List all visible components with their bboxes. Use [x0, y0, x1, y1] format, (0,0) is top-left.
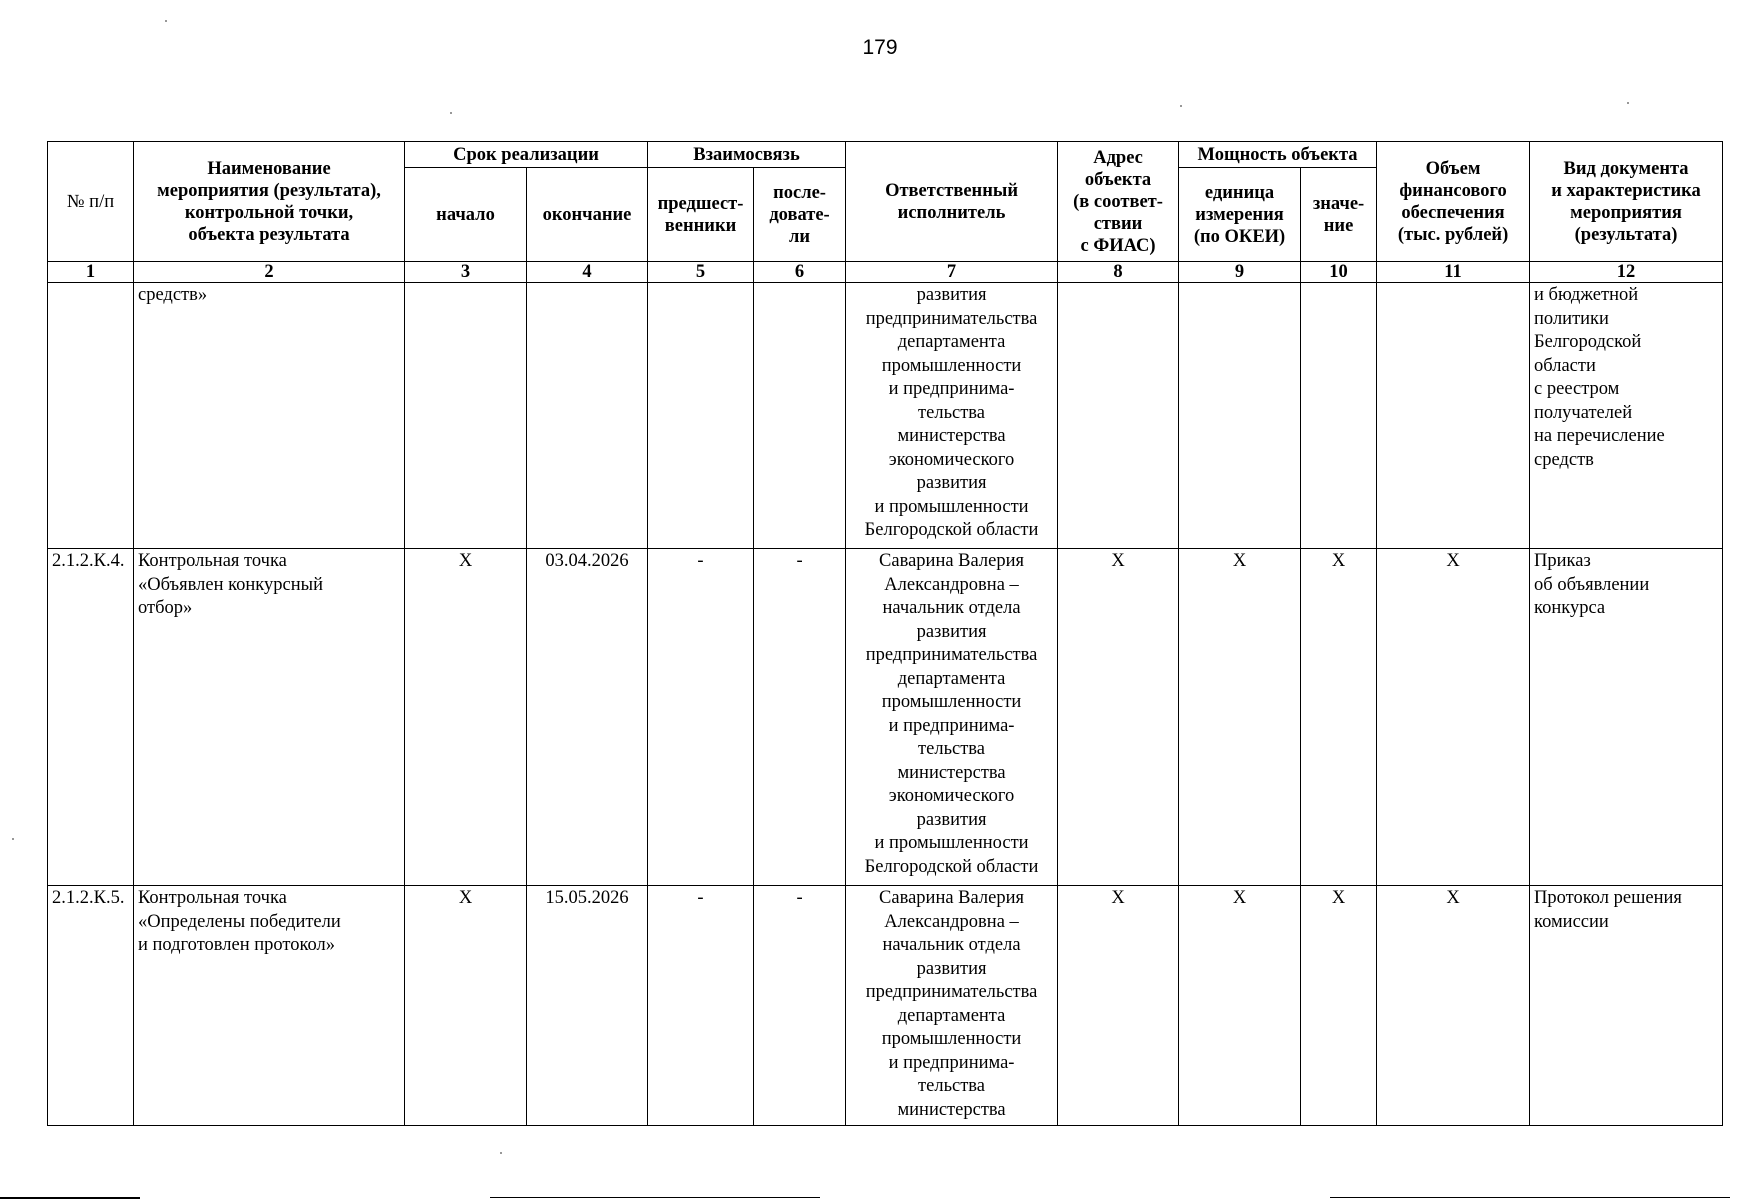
- cell-address: Х: [1058, 886, 1179, 1126]
- header-responsible: Ответственный исполнитель: [846, 142, 1058, 262]
- colnum: 4: [527, 262, 648, 283]
- cell-value: [1301, 283, 1377, 549]
- colnum: 9: [1179, 262, 1301, 283]
- header-link-group: Взаимосвязь: [648, 142, 846, 168]
- header-capacity-unit: единица измерения (по ОКЕИ): [1179, 168, 1301, 262]
- plan-table: [47, 141, 1723, 1126]
- cell-end: 03.04.2026: [527, 549, 648, 886]
- header-capacity-value: значе- ние: [1301, 168, 1377, 262]
- cell-value: Х: [1301, 886, 1377, 1126]
- cell-prev: [648, 283, 754, 549]
- header-term-group: Срок реализации: [405, 142, 648, 168]
- cell-name: средств»: [134, 283, 405, 549]
- scan-speck: [500, 1152, 502, 1154]
- scan-edge-line: [1330, 1197, 1730, 1198]
- scan-speck: [1180, 105, 1182, 107]
- colnum: 12: [1530, 262, 1723, 283]
- table-body: [48, 283, 1723, 1126]
- table-header: [48, 142, 1723, 283]
- header-term-end: окончание: [527, 168, 648, 262]
- header-address: Адрес объекта (в соответ- ствии с ФИАС): [1058, 142, 1179, 262]
- colnum: 2: [134, 262, 405, 283]
- cell-next: -: [754, 886, 846, 1126]
- header-link-prev: предшест- венники: [648, 168, 754, 262]
- cell-end: 15.05.2026: [527, 886, 648, 1126]
- cell-address: Х: [1058, 549, 1179, 886]
- colnum: 6: [754, 262, 846, 283]
- header-finance: Объем финансового обеспечения (тыс. рублей): [1377, 142, 1530, 262]
- colnum: 7: [846, 262, 1058, 283]
- colnum: 5: [648, 262, 754, 283]
- cell-finance: Х: [1377, 886, 1530, 1126]
- colnum: 10: [1301, 262, 1377, 283]
- scan-edge-line: [490, 1197, 820, 1198]
- cell-finance: [1377, 283, 1530, 549]
- cell-value: Х: [1301, 549, 1377, 886]
- cell-num: 2.1.2.К.5.: [48, 886, 134, 1126]
- cell-end: [527, 283, 648, 549]
- header-link-next: после- довате- ли: [754, 168, 846, 262]
- cell-start: [405, 283, 527, 549]
- cell-num: 2.1.2.К.4.: [48, 549, 134, 886]
- header-capacity-group: Мощность объекта: [1179, 142, 1377, 168]
- cell-unit: [1179, 283, 1301, 549]
- cell-responsible: развития предпринимательства департамента промышленности и предпринима- тельства министерства экономического развития и промышленности Белгородской области: [846, 283, 1058, 549]
- cell-doc: Приказ об объявлении конкурса: [1530, 549, 1723, 886]
- page-number: 179: [862, 36, 898, 59]
- cell-prev: -: [648, 549, 754, 886]
- cell-doc: и бюджетной политики Белгородской области с реестром получателей на перечисление средств: [1530, 283, 1723, 549]
- cell-responsible: Саварина Валерия Александровна – начальник отдела развития предпринимательства департамента промышленности и предпринима- тельства министерства: [846, 886, 1058, 1126]
- colnum: 8: [1058, 262, 1179, 283]
- cell-unit: Х: [1179, 886, 1301, 1126]
- table-row: [48, 886, 1723, 1126]
- column-numbers-row: [48, 262, 1723, 283]
- header-doc: Вид документа и характеристика мероприятия (результата): [1530, 142, 1723, 262]
- cell-next: [754, 283, 846, 549]
- header-term-start: начало: [405, 168, 527, 262]
- colnum: 3: [405, 262, 527, 283]
- cell-doc: Протокол решения комиссии: [1530, 886, 1723, 1126]
- cell-finance: Х: [1377, 549, 1530, 886]
- scan-speck: [12, 838, 14, 840]
- table-row: [48, 283, 1723, 549]
- scan-speck: [165, 20, 167, 22]
- cell-name: Контрольная точка «Объявлен конкурсный отбор»: [134, 549, 405, 886]
- cell-prev: -: [648, 886, 754, 1126]
- cell-start: Х: [405, 886, 527, 1126]
- cell-unit: Х: [1179, 549, 1301, 886]
- cell-address: [1058, 283, 1179, 549]
- scan-speck: [450, 112, 452, 114]
- cell-next: -: [754, 549, 846, 886]
- cell-name: Контрольная точка «Определены победители и подготовлен протокол»: [134, 886, 405, 1126]
- cell-responsible: Саварина Валерия Александровна – начальник отдела развития предпринимательства департамента промышленности и предпринима- тельства министерства экономического развития и промышленности Белгородской области: [846, 549, 1058, 886]
- cell-num: [48, 283, 134, 549]
- cell-start: Х: [405, 549, 527, 886]
- header-name: Наименование мероприятия (результата), контрольной точки, объекта результата: [134, 142, 405, 262]
- scan-edge-line: [0, 1197, 140, 1199]
- colnum: 11: [1377, 262, 1530, 283]
- table-row: [48, 549, 1723, 886]
- colnum: 1: [48, 262, 134, 283]
- header-num: № п/п: [48, 142, 134, 262]
- scan-speck: [1627, 102, 1629, 104]
